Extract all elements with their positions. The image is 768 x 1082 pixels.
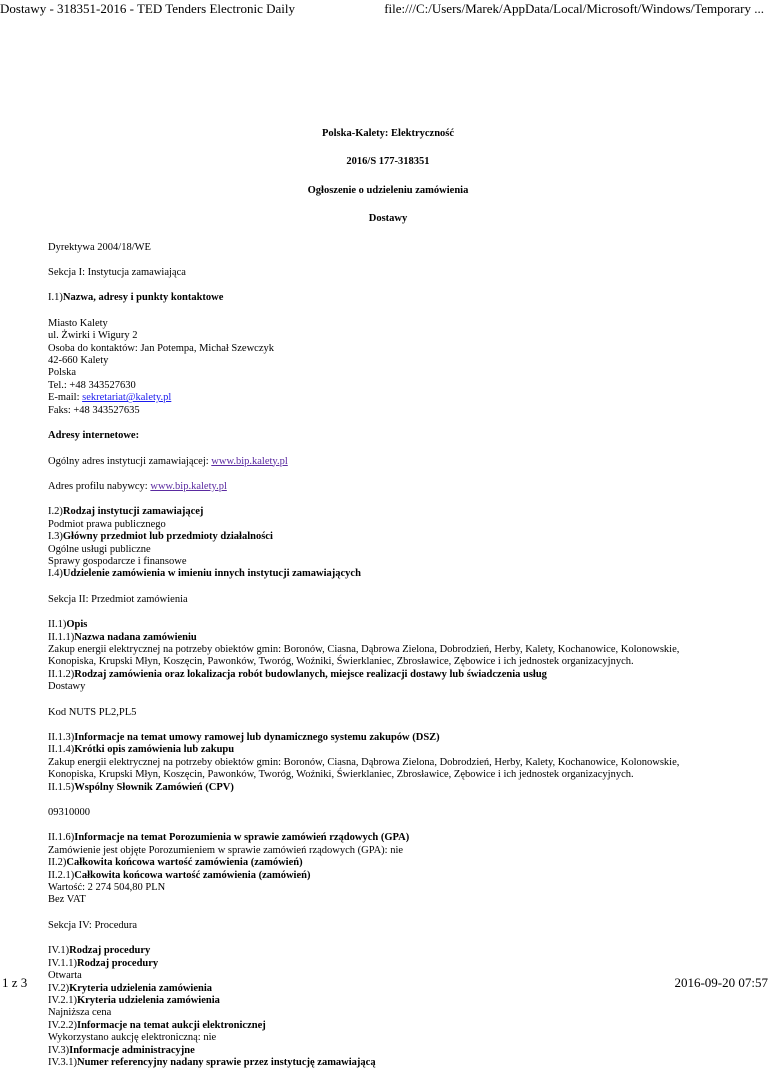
nuts-code: Kod NUTS PL2,PL5 <box>48 706 137 718</box>
document-body <box>48 128 728 1082</box>
section-1-details: I.2)Rodzaj instytucji zamawiającej Podmiot prawa publicznego I.3)Główny przedmiot lub przedmioty działalności Ogólne usługi publiczne Sprawy gospodarcze i finansowe I.4)Udzielenie zamówienia w imieniu innych instytucji zamawiających <box>48 506 361 580</box>
i11-heading: I.1)Nazwa, adresy i punkty kontaktowe <box>48 292 224 304</box>
print-header <box>0 0 768 20</box>
contact-address: Miasto Kalety ul. Żwirki i Wigury 2 Osoba do kontaktów: Jan Potempa, Michał Szewczyk 42-660 Kalety Polska Tel.: +48 343527630 E-mail: sekretariat@kalety.pl Faks: +48 343527635 <box>48 317 274 416</box>
print-footer <box>0 974 768 994</box>
profile-url-link[interactable]: www.bip.kalety.pl <box>150 480 227 492</box>
file-path: file:///C:/Users/Marek/AppData/Local/Microsoft/Windows/Temporary ... <box>384 1 764 16</box>
section-2-details: II.1.3)Informacje na temat umowy ramowej lub dynamicznego systemu zakupów (DSZ) II.1.4)Krótki opis zamówienia lub zakupu Zakup energii elektrycznej na potrzeby obiektów gmin: Boronów, Ciasna, Dąbrowa Zielona, Dobrodzień, Herby, Kalety, Kochanowice, Kolonowskie, Konopiska, Krupski Młyn, Koszęcin, Pawonków, Tworóg, Woźniki, Świerklaniec, Zbrosławice, Zębowice i ich jednostek organizacyjnych. II.1.5)Wspólny Słownik Zamówień (CPV) <box>48 732 680 793</box>
print-datetime: 2016-09-20 07:57 <box>674 975 768 990</box>
email-link[interactable]: sekretariat@kalety.pl <box>82 392 172 404</box>
directive: Dyrektywa 2004/18/WE <box>48 241 151 253</box>
section-1-heading: Sekcja I: Instytucja zamawiająca <box>48 267 186 279</box>
general-address: Ogólny adres instytucji zamawiającej: www.bip.kalety.pl <box>48 455 288 467</box>
section-2-value: II.1.6)Informacje na temat Porozumienia w sprawie zamówień rządowych (GPA) Zamówienie jest objęte Porozumieniem w sprawie zamówień rządowych (GPA): nie II.2)Całkowita końcowa wartość zamówienia (zamówień) II.2.1)Całkowita końcowa wartość zamówienia (zamówień) Wartość: 2 274 504,80 PLN Bez VAT <box>48 832 410 906</box>
page-number: 1 z 3 <box>2 975 28 990</box>
doc-contract-type: Dostawy <box>368 213 408 225</box>
internet-heading: Adresy internetowe: <box>48 430 140 442</box>
doc-number: 2016/S 177-318351 <box>346 156 430 168</box>
section-2-description: II.1)Opis II.1.1)Nazwa nadana zamówieniu Zakup energii elektrycznej na potrzeby obiektów gmin: Boronów, Ciasna, Dąbrowa Zielona, Dobrodzień, Herby, Kalety, Kochanowice, Kolonowskie, Konopiska, Krupski Młyn, Koszęcin, Pawonków, Tworóg, Woźniki, Świerklaniec, Zbrosławice, Zębowice i ich jednostek organizacyjnych. II.1.2)Rodzaj zamówienia oraz lokalizacja robót budowlanych, miejsce realizacji dostawy lub świadczenia usług Dostawy <box>48 619 680 693</box>
page-title: Dostawy - 318351-2016 - TED Tenders Electronic Daily <box>0 1 296 16</box>
section-4-heading: Sekcja IV: Procedura <box>48 919 138 931</box>
doc-type: Ogłoszenie o udzieleniu zamówienia <box>307 184 469 196</box>
profile-address: Adres profilu nabywcy: www.bip.kalety.pl <box>48 480 227 492</box>
general-url-link[interactable]: www.bip.kalety.pl <box>211 455 288 467</box>
section-4-details: IV.1)Rodzaj procedury IV.1.1)Rodzaj procedury Otwarta IV.2)Kryteria udzielenia zamówienia IV.2.1)Kryteria udzielenia zamówienia Najniższa cena IV.2.2)Informacje na temat aukcji elektronicznej Wykorzystano aukcję elektroniczną: nie IV.3)Informacje administracyjne IV.3.1)Numer referencyjny nadany sprawie przez instytucję zamawiającą <box>48 945 376 1068</box>
section-2-heading: Sekcja II: Przedmiot zamówienia <box>48 593 188 605</box>
cpv-code: 09310000 <box>48 807 90 819</box>
doc-title: Polska-Kalety: Elektryczność <box>321 128 455 139</box>
